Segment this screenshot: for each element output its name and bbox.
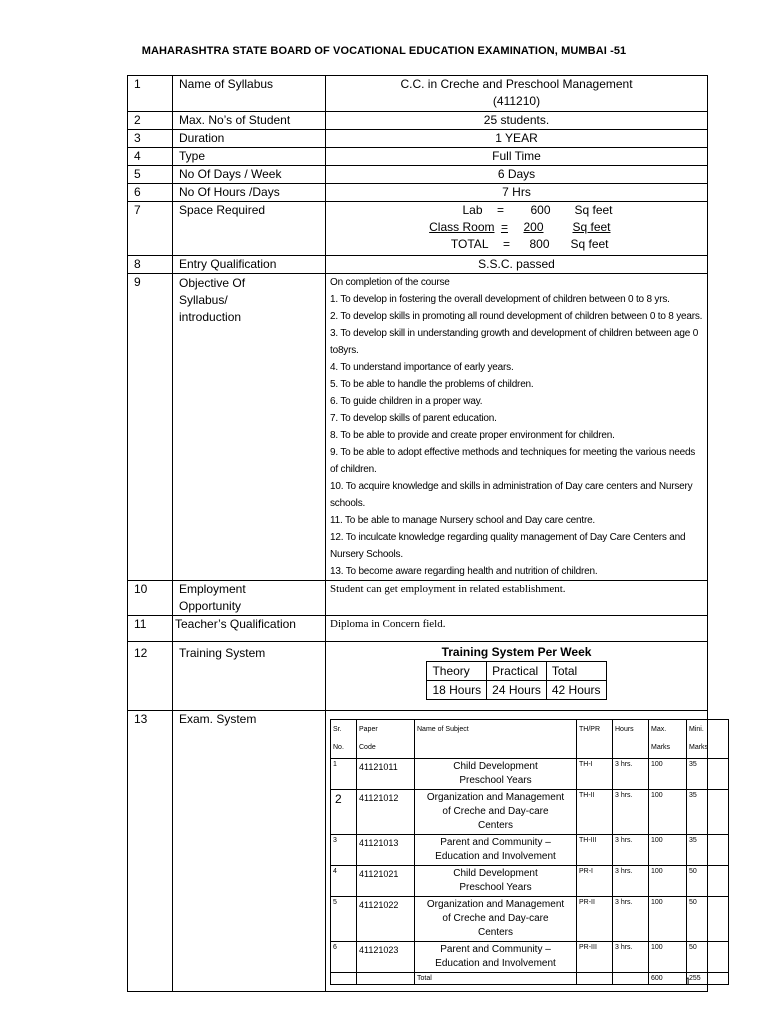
row-number: 2 bbox=[128, 112, 173, 130]
objective-item: 7. To develop skills of parent education. bbox=[330, 413, 497, 424]
training-head: Theory bbox=[427, 662, 487, 681]
row-number: 9 bbox=[128, 274, 173, 581]
syllabus-table bbox=[127, 75, 708, 992]
training-value: 24 Hours bbox=[487, 681, 547, 700]
objective-item: 5. To be able to handle the problems of children. bbox=[330, 379, 534, 390]
row-label: Type bbox=[173, 148, 326, 166]
row-label: Duration bbox=[173, 130, 326, 148]
row-value: 25 students. bbox=[326, 112, 708, 130]
row-value: Diploma in Concern field. bbox=[326, 616, 708, 642]
row-name-of-syllabus bbox=[128, 76, 708, 112]
row-number: 8 bbox=[128, 256, 173, 274]
row-value: Student can get employment in related establishment. bbox=[326, 581, 708, 616]
objective-item: 10. To acquire knowledge and skills in administration of Day care centers and Nursery schools. bbox=[330, 481, 693, 509]
training-title: Training System Per Week bbox=[441, 645, 592, 659]
objective-item: 12. To inculcate knowledge regarding quality management of Day Care Centers and Nursery Schools. bbox=[330, 532, 686, 560]
row-exam-system bbox=[128, 711, 708, 992]
row-label: Training System bbox=[173, 642, 326, 711]
row-number: 5 bbox=[128, 166, 173, 184]
objectives-list bbox=[326, 274, 708, 581]
exam-header-row: Sr. No. Paper Code Name of Subject TH/PR Hours Max. Marks Mini. Marks bbox=[331, 720, 729, 759]
row-teacher-qualification bbox=[128, 616, 708, 642]
page-number: 1 bbox=[684, 976, 691, 988]
row-number: 3 bbox=[128, 130, 173, 148]
document-header: MAHARASHTRA STATE BOARD OF VOCATIONAL EDUCATION EXAMINATION, MUMBAI -51 bbox=[141, 45, 627, 57]
row-number: 10 bbox=[128, 581, 173, 616]
row-value: 7 Hrs bbox=[326, 184, 708, 202]
exam-row: 3 41121013 Parent and Community – Education and Involvement TH-III 3 hrs. 100 35 bbox=[331, 835, 729, 866]
objective-item: 2. To develop skills in promoting all round development of children between 0 to 8 years. bbox=[330, 311, 703, 322]
space-line-classroom: Class Room = 200 Sq feet bbox=[429, 220, 611, 234]
row-employment bbox=[128, 581, 708, 616]
row-number: 11 bbox=[128, 616, 173, 642]
objective-item: 1. To develop in fostering the overall development of children between 0 to 8 yrs. bbox=[330, 294, 670, 305]
row-label: Employment Opportunity bbox=[173, 581, 326, 616]
objective-item: 13. To become aware regarding health and nutrition of children. bbox=[330, 566, 598, 577]
objective-item: 8. To be able to provide and create proper environment for children. bbox=[330, 430, 615, 441]
objective-item: 4. To understand importance of early years. bbox=[330, 362, 514, 373]
row-label: Objective Of Syllabus/ introduction bbox=[173, 274, 326, 581]
space-line-lab: Lab = 600 Sq feet bbox=[462, 203, 613, 217]
row-label: No Of Days / Week bbox=[173, 166, 326, 184]
row-entry-qualification bbox=[128, 256, 708, 274]
row-duration bbox=[128, 130, 708, 148]
objectives-intro: On completion of the course bbox=[330, 277, 450, 288]
space-line-total: TOTAL = 800 Sq feet bbox=[450, 237, 609, 251]
exam-row: 2 41121012 Organization and Management of Creche and Day-care Centers TH-II 3 hrs. 100 35 bbox=[331, 790, 729, 835]
row-label: Entry Qualification bbox=[173, 256, 326, 274]
objective-item: 6. To guide children in a proper way. bbox=[330, 396, 483, 407]
row-hours-per-day bbox=[128, 184, 708, 202]
row-label: Space Required bbox=[173, 202, 326, 256]
objective-item: 9. To be able to adopt effective methods and techniques for meeting the various needs of children. bbox=[330, 447, 696, 475]
syllabus-code: (411210) bbox=[492, 94, 541, 108]
training-head: Practical bbox=[487, 662, 547, 681]
row-number: 1 bbox=[128, 76, 173, 112]
training-head: Total bbox=[546, 662, 606, 681]
exam-row: 4 41121021 Child Development Preschool Years PR-I 3 hrs. 100 50 bbox=[331, 866, 729, 897]
exam-row: 1 41121011 Child Development Preschool Years TH-I 3 hrs. 100 35 bbox=[331, 759, 729, 790]
row-value: S.S.C. passed bbox=[326, 256, 708, 274]
row-value bbox=[326, 202, 708, 256]
row-number: 6 bbox=[128, 184, 173, 202]
syllabus-name: C.C. in Creche and Preschool Management bbox=[400, 77, 633, 91]
row-value: 6 Days bbox=[326, 166, 708, 184]
row-label: Max. No’s of Student bbox=[173, 112, 326, 130]
row-number: 13 bbox=[128, 711, 173, 992]
training-table bbox=[426, 661, 606, 700]
row-label: Name of Syllabus bbox=[173, 76, 326, 112]
row-value bbox=[326, 711, 708, 992]
row-label: Teacher’s Qualification bbox=[173, 616, 326, 642]
row-number: 12 bbox=[128, 642, 173, 711]
row-days-per-week bbox=[128, 166, 708, 184]
row-value: Full Time bbox=[326, 148, 708, 166]
row-label: No Of Hours /Days bbox=[173, 184, 326, 202]
exam-total-row: Total 600 255 bbox=[331, 973, 729, 985]
row-value bbox=[326, 76, 708, 112]
training-value: 18 Hours bbox=[427, 681, 487, 700]
exam-row: 5 41121022 Organization and Management of Creche and Day-care Centers PR-II 3 hrs. 100 50 bbox=[331, 897, 729, 942]
row-number: 4 bbox=[128, 148, 173, 166]
exam-table bbox=[330, 719, 729, 985]
row-label: Exam. System bbox=[173, 711, 326, 992]
row-training-system bbox=[128, 642, 708, 711]
row-value bbox=[326, 642, 708, 711]
row-type bbox=[128, 148, 708, 166]
training-value: 42 Hours bbox=[546, 681, 606, 700]
objective-item: 11. To be able to manage Nursery school and Day care centre. bbox=[330, 515, 596, 526]
row-max-students bbox=[128, 112, 708, 130]
row-space-required bbox=[128, 202, 708, 256]
objective-item: 3. To develop skill in understanding growth and development of children between age 0 to8yrs. bbox=[330, 328, 699, 356]
row-value: 1 YEAR bbox=[326, 130, 708, 148]
exam-row: 6 41121023 Parent and Community – Education and Involvement PR-III 3 hrs. 100 50 bbox=[331, 942, 729, 973]
row-number: 7 bbox=[128, 202, 173, 256]
row-objectives bbox=[128, 274, 708, 581]
